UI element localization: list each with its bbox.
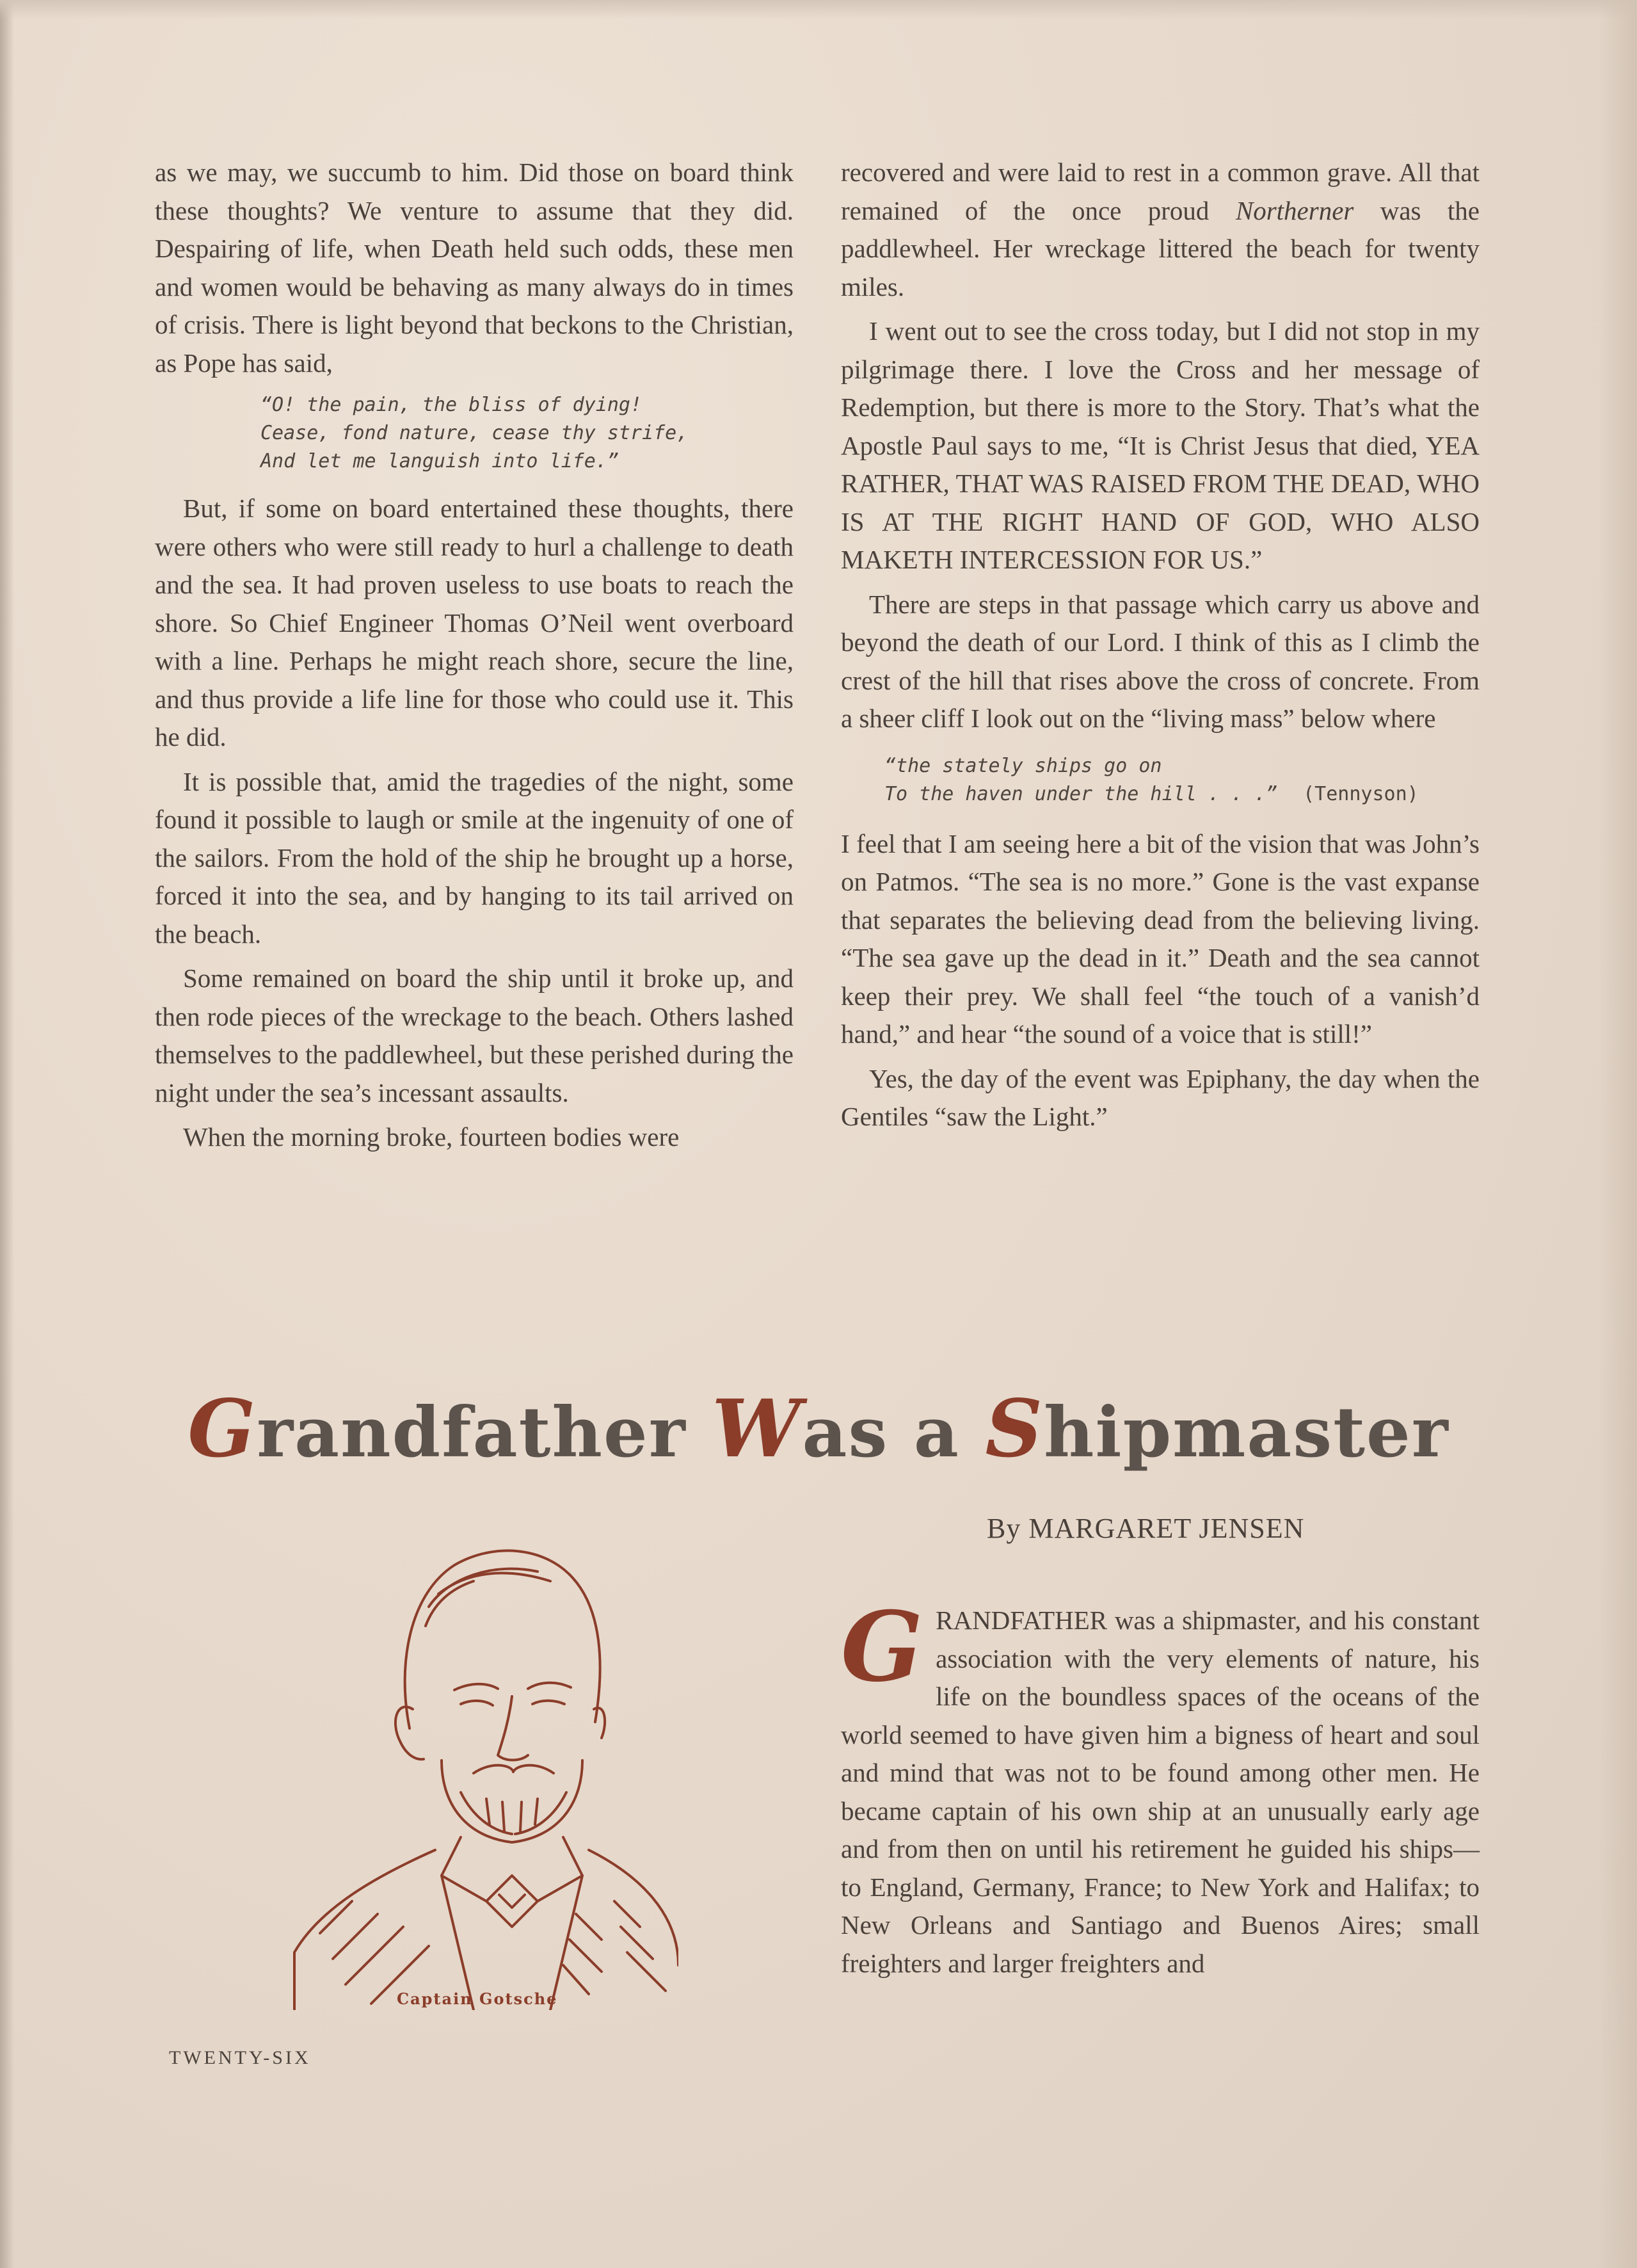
paragraph: I feel that I am seeing here a bit of the vision that was John’s on Patmos. “The sea is no more.” Gone is the vast expanse that separates the believing dead from the believing living. “The sea gave up the dead in it.” Death and the sea cannot keep their prey. We shall feel “the touch of a vanish’d hand,” and hear “the sound of a voice that is still!” (841, 828, 1480, 1049)
pope-poem (155, 391, 794, 476)
poem-line: And let me languish into life.” (260, 450, 619, 472)
paragraph: Yes, the day of the event was Epiphany, the day when the Gentiles “saw the Light.” (841, 1063, 1480, 1131)
page-shadow-right (1599, 0, 1637, 2268)
lead-text: was a shipmaster, and his constant association with the very elements of nature, his life on the boundless spaces of the oceans of the world seemed to have given him a bigness of heart and soul and mind that was not to be found among other men. He became captain of his own ship at an unusually early age and from then on until his retirement he guided his ships—to England, Germany, France; to New York and Halifax; to New Orleans and Santiago and Buenos Aires; small freighters and larger freighters and (841, 1605, 1480, 1978)
poem-line: “the stately ships go on (884, 754, 1162, 777)
paragraph (841, 154, 1480, 306)
title-initial: W (712, 1383, 803, 1476)
page-shadow-left (0, 0, 14, 2268)
text-run: I went out to see the cross today, but I did not stop in my pilgrimage there. I love the Cross and her message of Redemption, but there is more to the Story. That’s what the Apostle Paul says to me, (841, 316, 1480, 460)
title-initial: S (985, 1383, 1044, 1476)
paragraph: But, if some on board entertained these thoughts, there were others who were still ready to hurl a challenge to death and the sea. It had proven useless to use boats to reach the shore. So Chief Engineer Thomas O’Neil went overboard with a line. Perhaps he might reach shore, secure the line, and thus provide a life line for those who could use it. This he did. (155, 494, 794, 752)
paragraph: There are steps in that passage which carry us above and beyond the death of our Lord. I think of this as I climb the crest of the hill that rises above the cross of concrete. From a sheer cliff I look out on the “living mass” below where (841, 589, 1480, 733)
lead-paragraph (841, 1591, 1480, 1982)
poem-line-text: To the haven under the hill . . .” (884, 782, 1278, 805)
paragraph: When the morning broke, fourteen bodies were (183, 1122, 680, 1152)
text-run: was the paddlewheel. Her wreckage littered the beach for twenty miles. (841, 195, 1480, 302)
poem-line: Cease, fond nature, cease thy strife, (260, 422, 689, 444)
paragraph: It is possible that, amid the tragedies of the night, some found it possible to laugh or smile at the ingenuity of one of the sailors. From the hold of the ship he brought up a horse, forced it into the sea, and by hanging to its tail arrived on the beach. (155, 766, 794, 949)
paragraph (841, 312, 1480, 579)
tennyson-poem (841, 752, 1480, 808)
poem-line: “O! the pain, the bliss of dying! (260, 394, 643, 416)
lead-caps: RANDFATHER (936, 1605, 1108, 1635)
byline: By MARGARET JENSEN (987, 1513, 1305, 1544)
portrait-caption: Captain Gotsche (397, 1990, 558, 2008)
page-shadow-top (0, 0, 1637, 19)
poem-citation: (Tennyson) (1303, 782, 1419, 805)
captain-portrait-illustration (282, 1517, 678, 2010)
paragraph: Some remained on board the ship until it broke up, and then rode pieces of the wreckage to the beach. Others lashed themselves to the paddlewheel, but these perished during the night under the sea’s incessant assaults. (155, 963, 794, 1107)
title-initial: G (188, 1383, 257, 1476)
drop-cap: G (841, 1591, 923, 1703)
left-column-top (155, 154, 794, 1157)
right-column-top (841, 154, 1480, 1136)
article-title (0, 1383, 1637, 1476)
title-word: randfather (257, 1392, 712, 1473)
ship-name: Northerner (1235, 195, 1354, 225)
text-run: recovered and were laid to rest in a common grave. All that remained of the once proud (841, 157, 1480, 225)
right-column-bottom (841, 1591, 1480, 1982)
title-word: hipmaster (1044, 1392, 1449, 1473)
poem-line (884, 780, 1480, 808)
paragraph: as we may, we succumb to him. Did those on board think these thoughts? We venture to assume that they did. Despairing of life, when Death held such odds, these men and women would be behaving as many always do in times of crisis. There is light beyond that beckons to the Christian, as Pope has said, (155, 157, 794, 378)
title-word: as a (802, 1392, 986, 1473)
scripture-quote: “It is Christ Jesus that died, YEA RATHER, THAT WAS RAISED FROM THE DEAD, WHO IS AT THE RIGHT HAND OF GOD, WHO ALSO MAKETH INTERCESSION FOR US.” (841, 430, 1480, 574)
page-number: TWENTY-SIX (169, 2047, 311, 2068)
